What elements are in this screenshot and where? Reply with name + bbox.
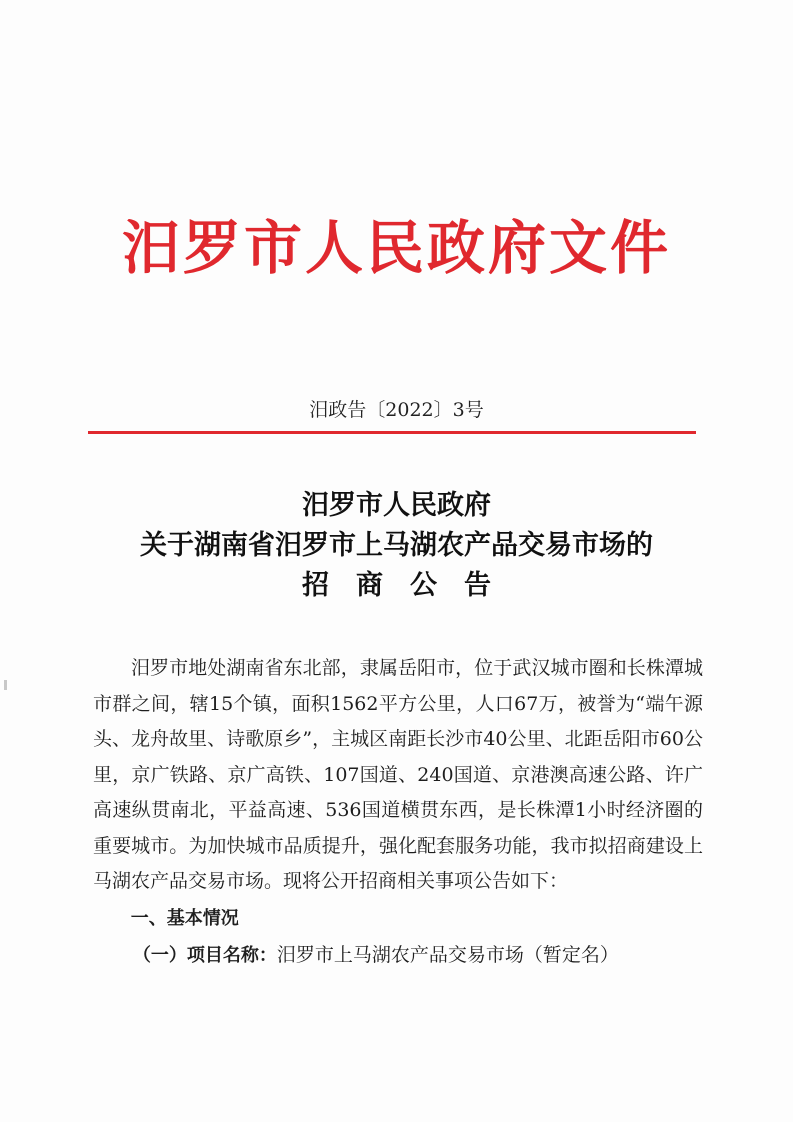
document-number: 汨政告〔2022〕3号 <box>309 399 484 421</box>
title-line-issuer: 汨罗市人民政府 <box>302 490 491 521</box>
project-name-label: （一）项目名称： <box>132 944 277 966</box>
project-name-value: 汨罗市上马湖农产品交易市场（暂定名） <box>276 943 619 966</box>
document-body <box>93 651 703 974</box>
red-separator-line <box>88 431 696 434</box>
title-line-subject: 关于湖南省汨罗市上马湖农产品交易市场的 <box>140 530 653 561</box>
section-heading-basic-info: 一、基本情况 <box>130 907 239 929</box>
document-masthead: 汨罗市人民政府文件 <box>121 214 671 282</box>
title-line-type: 招商公告 <box>302 570 518 601</box>
project-name-item <box>93 937 703 974</box>
scan-artifact <box>4 680 7 690</box>
intro-paragraph: 汨罗市地处湖南省东北部，隶属岳阳市，位于武汉城市圈和长株潭城市群之间，辖15个镇，面积1562平方公里，人口67万，被誉为“端午源头、龙舟故里、诗歌原乡”，主城区南距长沙市40公里、北距岳阳市60公里，京广铁路、京广高铁、107国道、240国道、京港澳高速公路、许广高速纵贯南北，平益高速、536国道横贯东西，是长株潭1小时经济圈的重要城市。为加快城市品质提升，强化配套服务功能，我市拟招商建设上马湖农产品交易市场。现将公开招商相关事项公告如下： <box>93 657 703 892</box>
document-title <box>0 486 793 606</box>
